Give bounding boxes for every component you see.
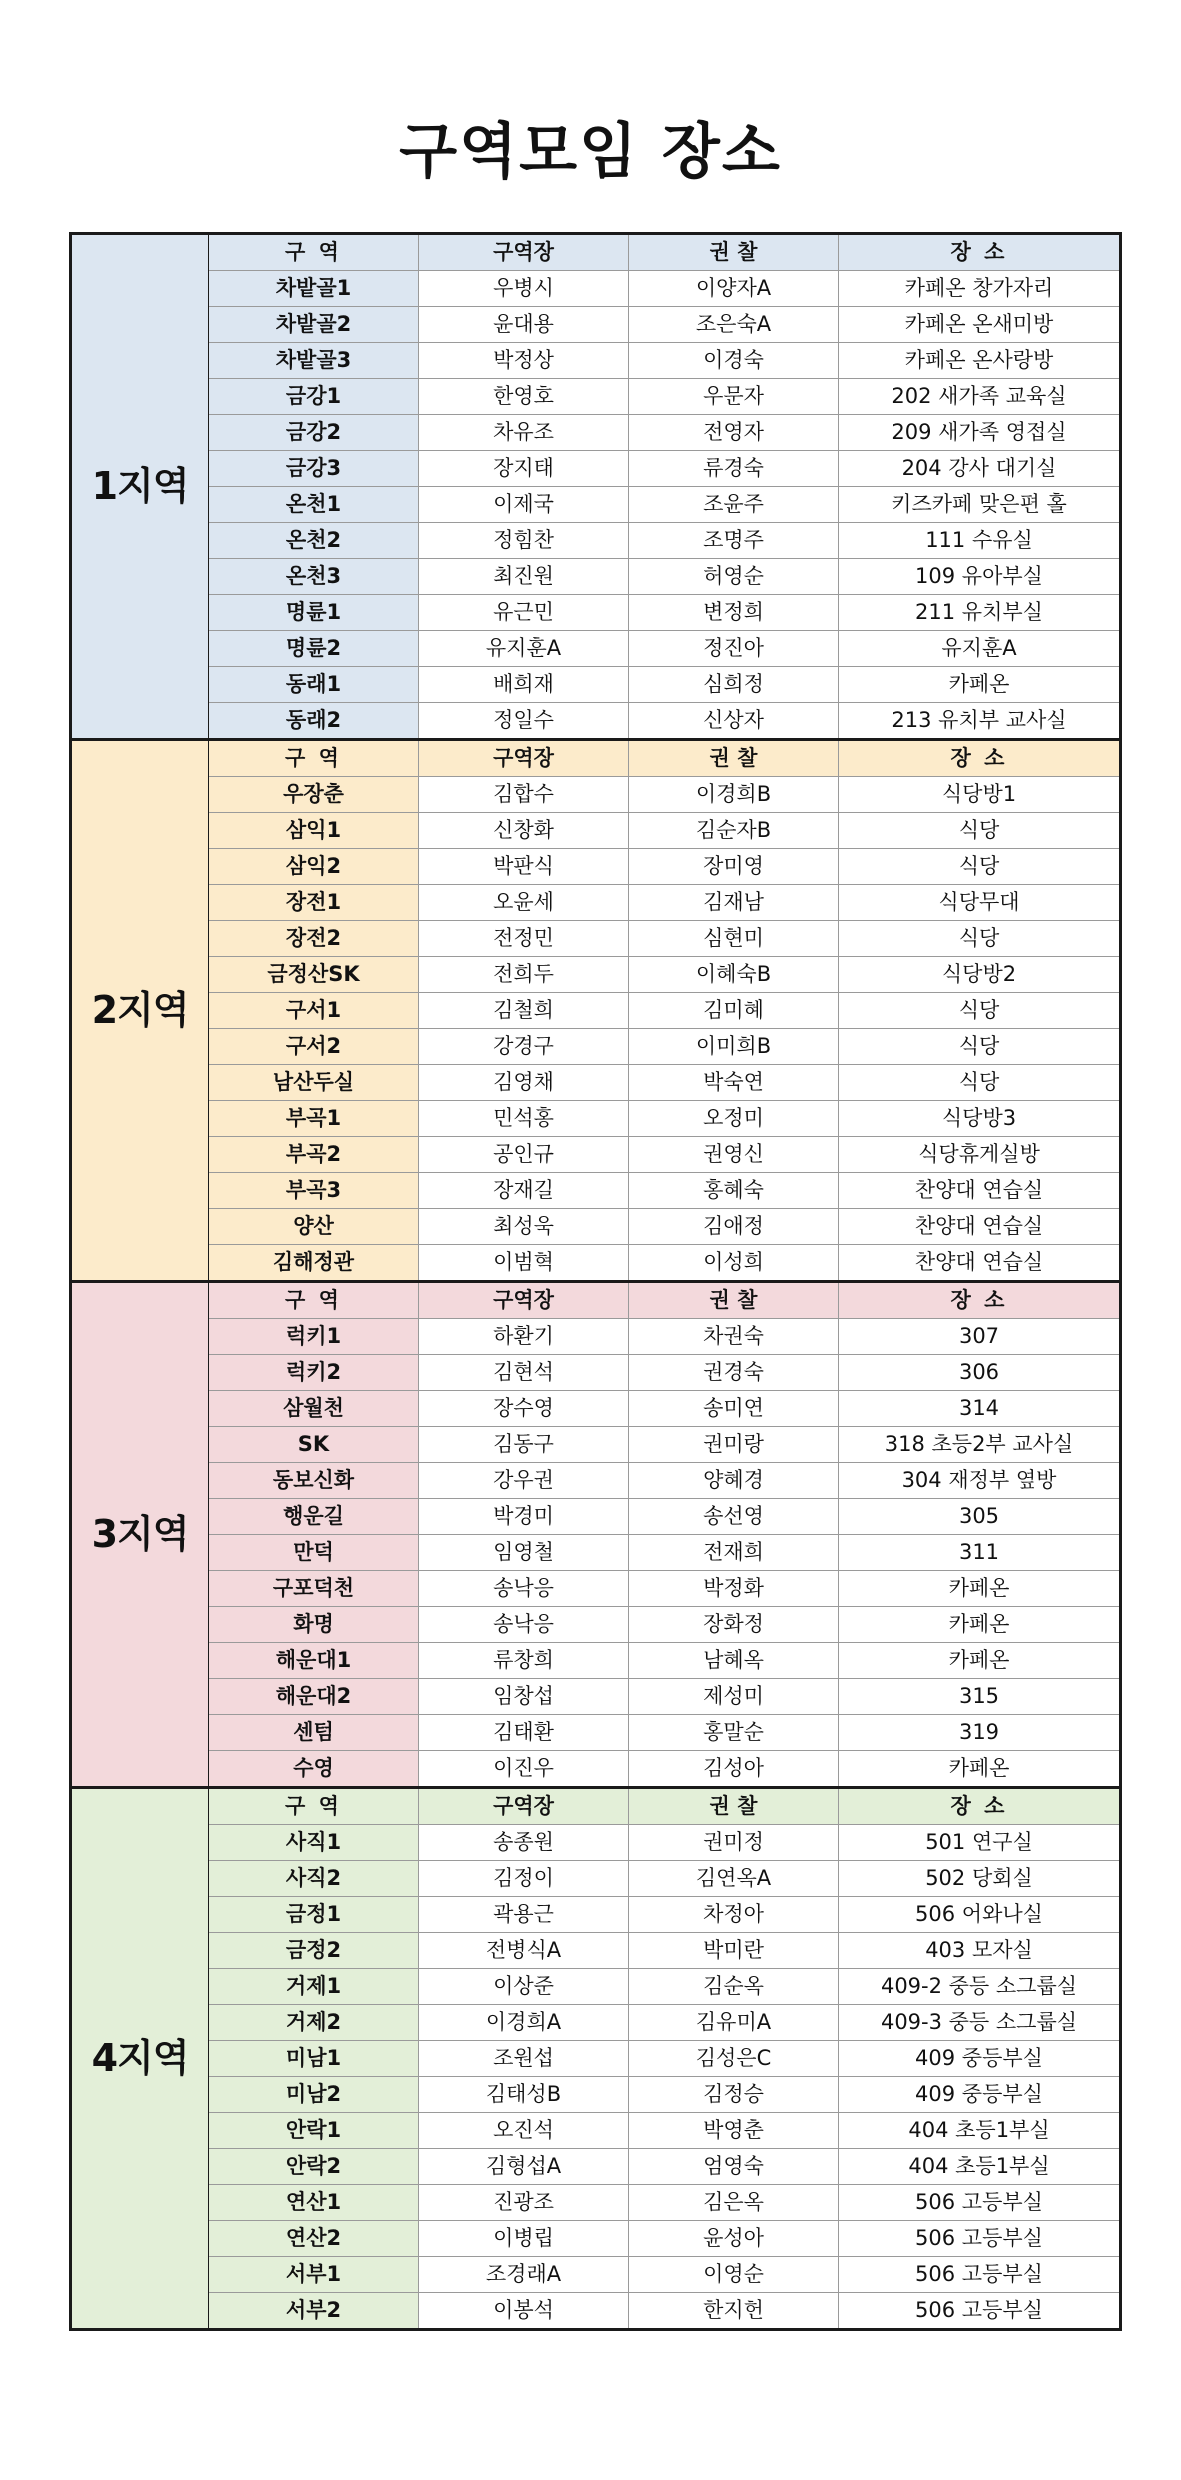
table-row <box>71 1101 1121 1137</box>
header-leader: 구역장 <box>419 234 629 271</box>
meeting-places-table <box>69 232 1122 2331</box>
cell-leader: 신창화 <box>419 813 629 849</box>
cell-deacon: 박영춘 <box>629 2113 839 2149</box>
cell-group: 화명 <box>209 1607 419 1643</box>
cell-group: 해운대2 <box>209 1679 419 1715</box>
cell-place: 409 중등부실 <box>839 2077 1121 2113</box>
header-deacon: 권 찰 <box>629 740 839 777</box>
cell-place: 506 어와나실 <box>839 1897 1121 1933</box>
cell-group: 미남2 <box>209 2077 419 2113</box>
cell-leader: 김현석 <box>419 1355 629 1391</box>
cell-place: 109 유아부실 <box>839 559 1121 595</box>
cell-deacon: 양혜경 <box>629 1463 839 1499</box>
header-group: 구 역 <box>209 234 419 271</box>
table-row <box>71 1029 1121 1065</box>
table-row <box>71 957 1121 993</box>
cell-group: 온천2 <box>209 523 419 559</box>
cell-deacon: 김순옥 <box>629 1969 839 2005</box>
cell-place: 카페온 <box>839 1751 1121 1788</box>
cell-place: 502 당회실 <box>839 1861 1121 1897</box>
cell-leader: 곽용근 <box>419 1897 629 1933</box>
cell-group: 사직1 <box>209 1825 419 1861</box>
cell-leader: 최성욱 <box>419 1209 629 1245</box>
cell-place: 식당 <box>839 813 1121 849</box>
table-row <box>71 1861 1121 1897</box>
region-header-row <box>71 1282 1121 1319</box>
header-place: 장 소 <box>839 1282 1121 1319</box>
cell-place: 카페온 <box>839 1571 1121 1607</box>
cell-place: 키즈카페 맞은편 홀 <box>839 487 1121 523</box>
cell-place: 식당휴게실방 <box>839 1137 1121 1173</box>
region-header-row <box>71 740 1121 777</box>
cell-deacon: 신상자 <box>629 703 839 740</box>
cell-place: 204 강사 대기실 <box>839 451 1121 487</box>
table-row <box>71 1499 1121 1535</box>
table-row <box>71 1825 1121 1861</box>
cell-place: 식당 <box>839 849 1121 885</box>
cell-place: 315 <box>839 1679 1121 1715</box>
cell-leader: 진광조 <box>419 2185 629 2221</box>
header-deacon: 권 찰 <box>629 234 839 271</box>
table-row <box>71 1427 1121 1463</box>
cell-leader: 임영철 <box>419 1535 629 1571</box>
cell-group: 만덕 <box>209 1535 419 1571</box>
header-leader: 구역장 <box>419 1788 629 1825</box>
cell-group: 거제2 <box>209 2005 419 2041</box>
cell-leader: 장지태 <box>419 451 629 487</box>
cell-leader: 유지훈A <box>419 631 629 667</box>
table-row <box>71 921 1121 957</box>
cell-place: 409 중등부실 <box>839 2041 1121 2077</box>
table-row <box>71 487 1121 523</box>
table-row <box>71 1571 1121 1607</box>
cell-place: 307 <box>839 1319 1121 1355</box>
cell-leader: 박경미 <box>419 1499 629 1535</box>
cell-leader: 김정이 <box>419 1861 629 1897</box>
cell-deacon: 김성아 <box>629 1751 839 1788</box>
cell-place: 304 재정부 옆방 <box>839 1463 1121 1499</box>
cell-deacon: 오정미 <box>629 1101 839 1137</box>
table-row <box>71 2257 1121 2293</box>
cell-deacon: 김은옥 <box>629 2185 839 2221</box>
cell-group: 양산 <box>209 1209 419 1245</box>
cell-group: 동래1 <box>209 667 419 703</box>
cell-deacon: 이혜숙B <box>629 957 839 993</box>
cell-group: 차밭골3 <box>209 343 419 379</box>
cell-deacon: 전재희 <box>629 1535 839 1571</box>
cell-leader: 박판식 <box>419 849 629 885</box>
cell-deacon: 심희정 <box>629 667 839 703</box>
table-row <box>71 2149 1121 2185</box>
cell-place: 506 고등부실 <box>839 2293 1121 2330</box>
cell-group: 우장춘 <box>209 777 419 813</box>
cell-leader: 차유조 <box>419 415 629 451</box>
cell-deacon: 이성희 <box>629 1245 839 1282</box>
cell-deacon: 장화정 <box>629 1607 839 1643</box>
cell-place: 501 연구실 <box>839 1825 1121 1861</box>
cell-leader: 이제국 <box>419 487 629 523</box>
cell-leader: 정일수 <box>419 703 629 740</box>
cell-deacon: 송미연 <box>629 1391 839 1427</box>
cell-leader: 한영호 <box>419 379 629 415</box>
cell-leader: 우병시 <box>419 271 629 307</box>
cell-leader: 김동구 <box>419 1427 629 1463</box>
cell-group: 구서2 <box>209 1029 419 1065</box>
header-leader: 구역장 <box>419 740 629 777</box>
cell-leader: 장재길 <box>419 1173 629 1209</box>
cell-leader: 김태환 <box>419 1715 629 1751</box>
table-row <box>71 379 1121 415</box>
cell-deacon: 이경희B <box>629 777 839 813</box>
table-row <box>71 1355 1121 1391</box>
cell-group: 해운대1 <box>209 1643 419 1679</box>
cell-leader: 민석홍 <box>419 1101 629 1137</box>
cell-deacon: 차권숙 <box>629 1319 839 1355</box>
table-row <box>71 1933 1121 1969</box>
cell-deacon: 김연옥A <box>629 1861 839 1897</box>
cell-group: 미남1 <box>209 2041 419 2077</box>
cell-group: 금강2 <box>209 415 419 451</box>
cell-deacon: 김성은C <box>629 2041 839 2077</box>
cell-deacon: 엄영숙 <box>629 2149 839 2185</box>
cell-place: 식당 <box>839 1029 1121 1065</box>
cell-leader: 김영채 <box>419 1065 629 1101</box>
header-place: 장 소 <box>839 234 1121 271</box>
cell-deacon: 권경숙 <box>629 1355 839 1391</box>
cell-group: 부곡3 <box>209 1173 419 1209</box>
cell-group: 명륜2 <box>209 631 419 667</box>
cell-group: 삼월천 <box>209 1391 419 1427</box>
cell-place: 404 초등1부실 <box>839 2149 1121 2185</box>
region-header-row <box>71 234 1121 271</box>
cell-place: 209 새가족 영접실 <box>839 415 1121 451</box>
cell-leader: 강우권 <box>419 1463 629 1499</box>
cell-group: 안락1 <box>209 2113 419 2149</box>
cell-deacon: 정진아 <box>629 631 839 667</box>
cell-leader: 전희두 <box>419 957 629 993</box>
cell-group: 남산두실 <box>209 1065 419 1101</box>
cell-leader: 류창희 <box>419 1643 629 1679</box>
cell-deacon: 권미랑 <box>629 1427 839 1463</box>
cell-place: 213 유치부 교사실 <box>839 703 1121 740</box>
region-header-row <box>71 1788 1121 1825</box>
cell-leader: 이병립 <box>419 2221 629 2257</box>
cell-group: 금정2 <box>209 1933 419 1969</box>
table-row <box>71 1897 1121 1933</box>
cell-place: 311 <box>839 1535 1121 1571</box>
table-row <box>71 1463 1121 1499</box>
cell-place: 카페온 <box>839 1607 1121 1643</box>
cell-deacon: 변정희 <box>629 595 839 631</box>
region-label: 3지역 <box>71 1282 209 1788</box>
cell-deacon: 허영순 <box>629 559 839 595</box>
cell-deacon: 한지헌 <box>629 2293 839 2330</box>
cell-place: 식당 <box>839 993 1121 1029</box>
table-row <box>71 813 1121 849</box>
cell-place: 유지훈A <box>839 631 1121 667</box>
cell-group: 구포덕천 <box>209 1571 419 1607</box>
cell-deacon: 이미희B <box>629 1029 839 1065</box>
cell-group: 거제1 <box>209 1969 419 2005</box>
region-label: 1지역 <box>71 234 209 740</box>
cell-place: 409-2 중등 소그룹실 <box>839 1969 1121 2005</box>
cell-leader: 유근민 <box>419 595 629 631</box>
table-row <box>71 1969 1121 2005</box>
table-row <box>71 1607 1121 1643</box>
cell-deacon: 김정승 <box>629 2077 839 2113</box>
table-row <box>71 271 1121 307</box>
cell-deacon: 조윤주 <box>629 487 839 523</box>
cell-group: 연산2 <box>209 2221 419 2257</box>
cell-leader: 조경래A <box>419 2257 629 2293</box>
cell-deacon: 조명주 <box>629 523 839 559</box>
cell-deacon: 윤성아 <box>629 2221 839 2257</box>
table-row <box>71 1643 1121 1679</box>
table-row <box>71 1391 1121 1427</box>
cell-place: 찬양대 연습실 <box>839 1209 1121 1245</box>
table-row <box>71 993 1121 1029</box>
table-row <box>71 1715 1121 1751</box>
cell-group: 삼익1 <box>209 813 419 849</box>
cell-deacon: 남혜옥 <box>629 1643 839 1679</box>
cell-place: 카페온 온새미방 <box>839 307 1121 343</box>
cell-leader: 전병식A <box>419 1933 629 1969</box>
cell-leader: 윤대용 <box>419 307 629 343</box>
header-group: 구 역 <box>209 1282 419 1319</box>
cell-deacon: 차정아 <box>629 1897 839 1933</box>
cell-group: 안락2 <box>209 2149 419 2185</box>
cell-place: 카페온 <box>839 1643 1121 1679</box>
table-row <box>71 667 1121 703</box>
cell-deacon: 심현미 <box>629 921 839 957</box>
table-row <box>71 1065 1121 1101</box>
table-row <box>71 703 1121 740</box>
table-row <box>71 1137 1121 1173</box>
cell-place: 319 <box>839 1715 1121 1751</box>
cell-leader: 송낙응 <box>419 1607 629 1643</box>
cell-leader: 김태성B <box>419 2077 629 2113</box>
cell-leader: 이봉석 <box>419 2293 629 2330</box>
cell-group: 차밭골1 <box>209 271 419 307</box>
cell-group: 부곡2 <box>209 1137 419 1173</box>
cell-place: 506 고등부실 <box>839 2185 1121 2221</box>
cell-group: 센텀 <box>209 1715 419 1751</box>
cell-leader: 이범혁 <box>419 1245 629 1282</box>
cell-group: 삼익2 <box>209 849 419 885</box>
cell-deacon: 이경숙 <box>629 343 839 379</box>
cell-deacon: 김재남 <box>629 885 839 921</box>
cell-place: 식당무대 <box>839 885 1121 921</box>
cell-leader: 김형섭A <box>419 2149 629 2185</box>
region-label: 4지역 <box>71 1788 209 2330</box>
region-label: 2지역 <box>71 740 209 1282</box>
cell-deacon: 김미혜 <box>629 993 839 1029</box>
cell-leader: 전정민 <box>419 921 629 957</box>
cell-leader: 오윤세 <box>419 885 629 921</box>
table-row <box>71 2293 1121 2330</box>
cell-deacon: 류경숙 <box>629 451 839 487</box>
cell-group: 동래2 <box>209 703 419 740</box>
cell-group: 럭키2 <box>209 1355 419 1391</box>
cell-leader: 김합수 <box>419 777 629 813</box>
cell-place: 306 <box>839 1355 1121 1391</box>
table-row <box>71 1319 1121 1355</box>
header-leader: 구역장 <box>419 1282 629 1319</box>
cell-deacon: 김유미A <box>629 2005 839 2041</box>
cell-leader: 송종원 <box>419 1825 629 1861</box>
header-place: 장 소 <box>839 740 1121 777</box>
cell-deacon: 이영순 <box>629 2257 839 2293</box>
cell-group: 명륜1 <box>209 595 419 631</box>
table-row <box>71 631 1121 667</box>
table-row <box>71 1751 1121 1788</box>
cell-leader: 오진석 <box>419 2113 629 2149</box>
cell-group: 금강1 <box>209 379 419 415</box>
cell-deacon: 김순자B <box>629 813 839 849</box>
table-row <box>71 1679 1121 1715</box>
table-row <box>71 1245 1121 1282</box>
cell-leader: 임창섭 <box>419 1679 629 1715</box>
cell-place: 202 새가족 교육실 <box>839 379 1121 415</box>
cell-leader: 김철희 <box>419 993 629 1029</box>
cell-leader: 최진원 <box>419 559 629 595</box>
cell-place: 식당 <box>839 1065 1121 1101</box>
cell-deacon: 송선영 <box>629 1499 839 1535</box>
table-row <box>71 2221 1121 2257</box>
cell-leader: 이경희A <box>419 2005 629 2041</box>
page-title: 구역모임 장소 <box>399 117 782 187</box>
table-row <box>71 2113 1121 2149</box>
cell-deacon: 박정화 <box>629 1571 839 1607</box>
meeting-places-body <box>71 234 1121 2330</box>
table-row <box>71 2005 1121 2041</box>
cell-place: 카페온 창가자리 <box>839 271 1121 307</box>
cell-deacon: 조은숙A <box>629 307 839 343</box>
cell-place: 314 <box>839 1391 1121 1427</box>
cell-leader: 조원섭 <box>419 2041 629 2077</box>
table-row <box>71 1173 1121 1209</box>
cell-place: 식당방3 <box>839 1101 1121 1137</box>
table-row <box>71 451 1121 487</box>
cell-group: 서부1 <box>209 2257 419 2293</box>
table-row <box>71 415 1121 451</box>
cell-leader: 장수영 <box>419 1391 629 1427</box>
cell-leader: 배희재 <box>419 667 629 703</box>
cell-group: 수영 <box>209 1751 419 1788</box>
cell-leader: 하환기 <box>419 1319 629 1355</box>
table-row <box>71 1535 1121 1571</box>
table-row <box>71 343 1121 379</box>
cell-leader: 박정상 <box>419 343 629 379</box>
cell-group: 김해정관 <box>209 1245 419 1282</box>
cell-deacon: 전영자 <box>629 415 839 451</box>
cell-place: 506 고등부실 <box>839 2221 1121 2257</box>
header-deacon: 권 찰 <box>629 1788 839 1825</box>
cell-group: 금정1 <box>209 1897 419 1933</box>
table-row <box>71 2185 1121 2221</box>
cell-deacon: 박미란 <box>629 1933 839 1969</box>
cell-group: 사직2 <box>209 1861 419 1897</box>
cell-place: 식당방2 <box>839 957 1121 993</box>
cell-place: 404 초등1부실 <box>839 2113 1121 2149</box>
table-row <box>71 777 1121 813</box>
cell-group: 장전2 <box>209 921 419 957</box>
cell-group: 행운길 <box>209 1499 419 1535</box>
cell-place: 식당방1 <box>839 777 1121 813</box>
cell-leader: 정힘찬 <box>419 523 629 559</box>
table-row <box>71 1209 1121 1245</box>
cell-place: 찬양대 연습실 <box>839 1173 1121 1209</box>
cell-leader: 이진우 <box>419 1751 629 1788</box>
cell-group: 금정산SK <box>209 957 419 993</box>
table-row <box>71 2041 1121 2077</box>
cell-place: 305 <box>839 1499 1121 1535</box>
table-row <box>71 523 1121 559</box>
cell-place: 318 초등2부 교사실 <box>839 1427 1121 1463</box>
cell-deacon: 장미영 <box>629 849 839 885</box>
cell-group: 서부2 <box>209 2293 419 2330</box>
cell-group: 럭키1 <box>209 1319 419 1355</box>
cell-deacon: 홍혜숙 <box>629 1173 839 1209</box>
header-deacon: 권 찰 <box>629 1282 839 1319</box>
cell-group: 차밭골2 <box>209 307 419 343</box>
table-row <box>71 307 1121 343</box>
cell-place: 카페온 <box>839 667 1121 703</box>
table-row <box>71 885 1121 921</box>
cell-group: 장전1 <box>209 885 419 921</box>
cell-leader: 강경구 <box>419 1029 629 1065</box>
cell-group: 금강3 <box>209 451 419 487</box>
cell-deacon: 김애정 <box>629 1209 839 1245</box>
header-group: 구 역 <box>209 1788 419 1825</box>
table-row <box>71 559 1121 595</box>
cell-place: 식당 <box>839 921 1121 957</box>
cell-group: 온천1 <box>209 487 419 523</box>
cell-place: 506 고등부실 <box>839 2257 1121 2293</box>
cell-place: 카페온 온사랑방 <box>839 343 1121 379</box>
cell-deacon: 이양자A <box>629 271 839 307</box>
table-row <box>71 595 1121 631</box>
table-row <box>71 849 1121 885</box>
cell-deacon: 홍말순 <box>629 1715 839 1751</box>
cell-group: 연산1 <box>209 2185 419 2221</box>
cell-group: 동보신화 <box>209 1463 419 1499</box>
cell-deacon: 권영신 <box>629 1137 839 1173</box>
cell-place: 409-3 중등 소그룹실 <box>839 2005 1121 2041</box>
cell-place: 403 모자실 <box>839 1933 1121 1969</box>
cell-deacon: 박숙연 <box>629 1065 839 1101</box>
header-place: 장 소 <box>839 1788 1121 1825</box>
table-row <box>71 2077 1121 2113</box>
cell-place: 211 유치부실 <box>839 595 1121 631</box>
cell-group: SK <box>209 1427 419 1463</box>
cell-leader: 공인규 <box>419 1137 629 1173</box>
cell-place: 찬양대 연습실 <box>839 1245 1121 1282</box>
cell-deacon: 권미정 <box>629 1825 839 1861</box>
cell-leader: 이상준 <box>419 1969 629 2005</box>
cell-place: 111 수유실 <box>839 523 1121 559</box>
cell-group: 부곡1 <box>209 1101 419 1137</box>
cell-group: 구서1 <box>209 993 419 1029</box>
cell-deacon: 우문자 <box>629 379 839 415</box>
cell-deacon: 제성미 <box>629 1679 839 1715</box>
header-group: 구 역 <box>209 740 419 777</box>
cell-leader: 송낙응 <box>419 1571 629 1607</box>
cell-group: 온천3 <box>209 559 419 595</box>
